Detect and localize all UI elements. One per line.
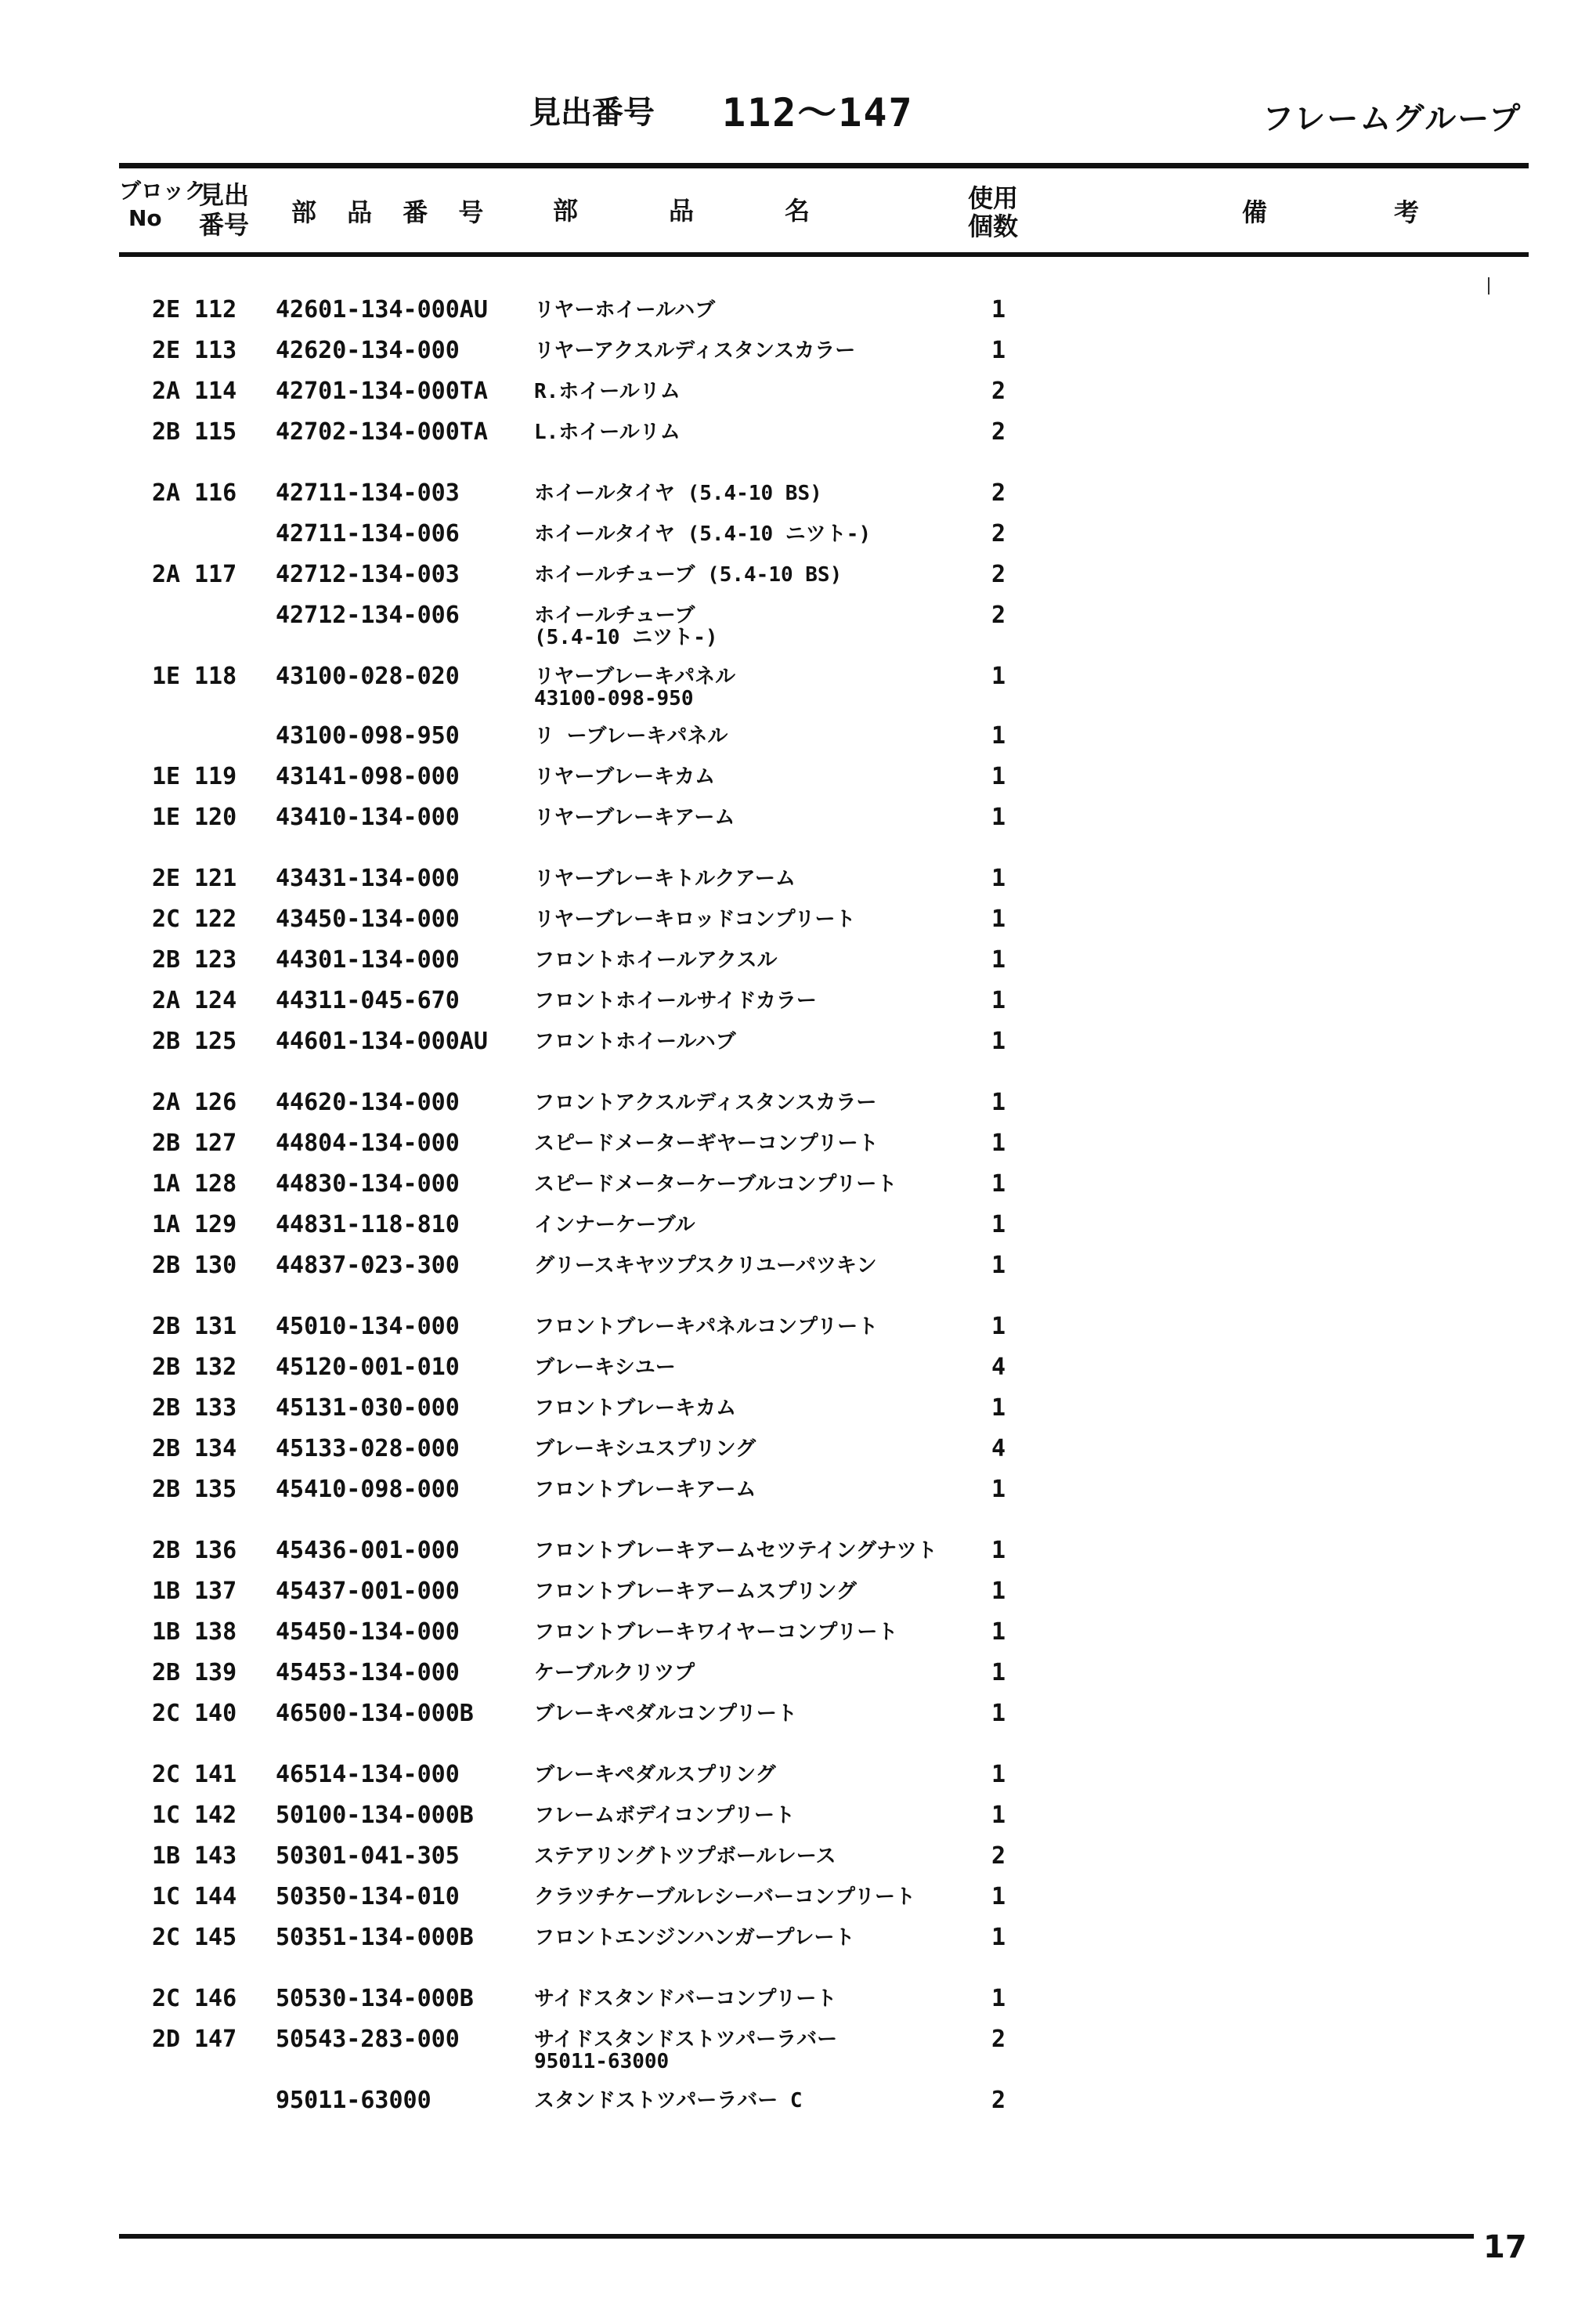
row-block: 2B [152, 946, 181, 974]
row-block: 2B [152, 1659, 181, 1686]
row-part-name: フロントブレーキアームセツテイングナツト [534, 1539, 937, 1563]
row-block: 2E [152, 865, 181, 892]
row-index-number: 112 [194, 296, 237, 323]
row-part-name: リヤーブレーキカム [534, 765, 716, 789]
row-block: 1A [152, 1211, 181, 1238]
row-quantity: 1 [991, 865, 1006, 892]
row-part-name: L.ホイールリム [534, 421, 681, 444]
table-row [0, 378, 1596, 417]
row-part-name: フロントホイールアクスル [534, 949, 778, 972]
table-row [0, 946, 1596, 985]
row-quantity: 2 [991, 561, 1006, 588]
row-index-number: 118 [194, 663, 237, 690]
row-quantity: 2 [991, 378, 1006, 405]
row-block: 1E [152, 804, 181, 831]
row-block: 2B [152, 1394, 181, 1422]
row-block: 1B [152, 1842, 181, 1870]
row-part-name: ブレーキシユー [534, 1356, 676, 1379]
row-index-number: 122 [194, 905, 237, 933]
table-row [0, 1578, 1596, 1617]
row-part-number: 50301-041-305 [276, 1842, 460, 1870]
row-part-number: 95011-63000 [276, 2087, 431, 2114]
row-part-number: 44301-134-000 [276, 946, 460, 974]
row-quantity: 1 [991, 905, 1006, 933]
row-block: 2D [152, 2026, 181, 2053]
table-row [0, 602, 1596, 649]
row-index-number: 115 [194, 418, 237, 446]
row-part-name: フロントホイールハブ [534, 1030, 736, 1054]
row-quantity: 1 [991, 1394, 1006, 1422]
table-row [0, 1618, 1596, 1657]
row-quantity: 1 [991, 946, 1006, 974]
row-quantity: 4 [991, 1435, 1006, 1462]
table-row [0, 296, 1596, 335]
row-quantity: 1 [991, 804, 1006, 831]
row-block: 1A [152, 1170, 181, 1198]
row-part-number: 45133-028-000 [276, 1435, 460, 1462]
table-row [0, 763, 1596, 802]
row-index-number: 145 [194, 1924, 237, 1951]
row-index-number: 135 [194, 1476, 237, 1503]
row-part-number: 50100-134-000B [276, 1802, 474, 1829]
row-part-number: 45010-134-000 [276, 1313, 460, 1340]
row-block: 1B [152, 1578, 181, 1605]
row-part-name: インナーケーブル [534, 1213, 695, 1237]
row-part-number: 50543-283-000 [276, 2026, 460, 2053]
row-index-number: 127 [194, 1130, 237, 1157]
row-part-name: スタンドストツパーラバー C [534, 2089, 803, 2113]
row-index-number: 113 [194, 337, 237, 364]
table-row [0, 1170, 1596, 1209]
bottom-rule [119, 2234, 1474, 2239]
row-part-name: ブレーキペダルコンプリート [534, 1702, 797, 1726]
row-quantity: 1 [991, 1761, 1006, 1788]
row-part-name: リヤーホイールハブ [534, 298, 716, 322]
table-row [0, 1130, 1596, 1169]
row-index-number: 128 [194, 1170, 237, 1198]
row-part-number: 43410-134-000 [276, 804, 460, 831]
row-block: 2B [152, 1028, 181, 1055]
row-quantity: 1 [991, 337, 1006, 364]
row-index-number: 124 [194, 987, 237, 1014]
row-part-number: 50530-134-000B [276, 1985, 474, 2012]
row-index-number: 116 [194, 479, 237, 507]
table-row [0, 865, 1596, 904]
table-row [0, 337, 1596, 376]
row-part-number: 44830-134-000 [276, 1170, 460, 1198]
table-row [0, 1476, 1596, 1515]
row-part-number: 46514-134-000 [276, 1761, 460, 1788]
row-quantity: 1 [991, 1618, 1006, 1646]
row-part-name: グリースキヤツプスクリユーパツキン [534, 1254, 877, 1278]
col-block: ブロック [119, 178, 207, 204]
row-part-number: 45437-001-000 [276, 1578, 460, 1605]
row-block: 1C [152, 1802, 181, 1829]
table-row [0, 1211, 1596, 1250]
col-qty-2: 個数 [968, 211, 1019, 241]
row-block: 2C [152, 1700, 181, 1727]
row-part-number: 44620-134-000 [276, 1089, 460, 1116]
row-part-number: 43100-028-020 [276, 663, 460, 690]
row-quantity: 1 [991, 1313, 1006, 1340]
row-index-number: 126 [194, 1089, 237, 1116]
top-rule [119, 163, 1529, 168]
row-quantity: 1 [991, 987, 1006, 1014]
row-quantity: 1 [991, 663, 1006, 690]
row-part-name-note: 95011-63000 [534, 2050, 670, 2073]
row-index-number: 142 [194, 1802, 237, 1829]
table-row [0, 1924, 1596, 1963]
table-row [0, 1537, 1596, 1576]
row-part-number: 42701-134-000TA [276, 378, 488, 405]
row-index-number: 114 [194, 378, 237, 405]
row-part-name: ホイールタイヤ (5.4-10 BS) [534, 482, 822, 505]
row-index-number: 139 [194, 1659, 237, 1686]
row-block: 1C [152, 1883, 181, 1910]
row-index-number: 120 [194, 804, 237, 831]
col-remarks-1: 備 [1242, 197, 1268, 227]
row-block: 2B [152, 1537, 181, 1564]
margin-mark [1488, 277, 1489, 295]
row-index-number: 130 [194, 1252, 237, 1279]
table-row [0, 905, 1596, 945]
col-index-2: 番号 [199, 210, 250, 240]
row-index-number: 146 [194, 1985, 237, 2012]
header-range: 112〜147 [722, 90, 914, 136]
row-index-number: 129 [194, 1211, 237, 1238]
col-name-1: 部 [553, 196, 579, 226]
row-index-number: 117 [194, 561, 237, 588]
row-block: 2C [152, 1924, 181, 1951]
col-index-1: 見出 [199, 180, 250, 210]
row-part-number: 44804-134-000 [276, 1130, 460, 1157]
row-block: 2C [152, 1761, 181, 1788]
table-row [0, 1028, 1596, 1067]
row-quantity: 1 [991, 1211, 1006, 1238]
row-block: 2B [152, 1435, 181, 1462]
col-name-2: 品 [669, 196, 695, 226]
row-quantity: 1 [991, 722, 1006, 750]
col-name-3: 名 [785, 196, 811, 226]
row-index-number: 119 [194, 763, 237, 790]
row-block: 2B [152, 1252, 181, 1279]
row-block: 2A [152, 378, 181, 405]
row-quantity: 2 [991, 520, 1006, 548]
row-part-name: リ ーブレーキパネル [534, 725, 728, 748]
row-quantity: 1 [991, 1476, 1006, 1503]
row-part-name: R.ホイールリム [534, 380, 681, 403]
row-block: 2E [152, 296, 181, 323]
row-part-name: リヤーブレーキパネル [534, 665, 736, 689]
row-quantity: 2 [991, 418, 1006, 446]
table-row [0, 1659, 1596, 1698]
row-part-name: クラツチケーブルレシーバーコンプリート [534, 1885, 915, 1909]
row-quantity: 1 [991, 1028, 1006, 1055]
row-block: 2B [152, 1313, 181, 1340]
row-block: 2B [152, 1476, 181, 1503]
table-row [0, 1761, 1596, 1800]
row-index-number: 134 [194, 1435, 237, 1462]
row-block: 1B [152, 1618, 181, 1646]
table-row [0, 1354, 1596, 1393]
row-quantity: 1 [991, 296, 1006, 323]
row-index-number: 125 [194, 1028, 237, 1055]
row-part-name: フロントアクスルディスタンスカラー [534, 1091, 877, 1115]
row-part-number: 50350-134-010 [276, 1883, 460, 1910]
row-quantity: 2 [991, 479, 1006, 507]
row-part-number: 45410-098-000 [276, 1476, 460, 1503]
col-qty-1: 使用 [968, 183, 1019, 213]
row-part-number: 43100-098-950 [276, 722, 460, 750]
row-quantity: 1 [991, 1802, 1006, 1829]
table-row [0, 987, 1596, 1026]
row-part-name-note: 43100-098-950 [534, 687, 694, 710]
row-block: 2E [152, 337, 181, 364]
row-quantity: 2 [991, 2087, 1006, 2114]
row-part-name: ケーブルクリツプ [534, 1661, 695, 1685]
table-row [0, 520, 1596, 559]
row-quantity: 1 [991, 1170, 1006, 1198]
row-part-name: リヤーアクスルディスタンスカラー [534, 339, 856, 363]
row-quantity: 1 [991, 1252, 1006, 1279]
table-row [0, 1985, 1596, 2024]
row-part-number: 50351-134-000B [276, 1924, 474, 1951]
row-block: 2B [152, 1130, 181, 1157]
row-part-number: 42712-134-006 [276, 602, 460, 629]
row-quantity: 1 [991, 1537, 1006, 1564]
row-part-number: 45450-134-000 [276, 1618, 460, 1646]
row-part-name: フレームボデイコンプリート [534, 1804, 796, 1827]
row-part-name: サイドスタンドストツパーラバー [534, 2028, 838, 2051]
col-block-no: No [128, 205, 162, 231]
row-part-name: ステアリングトツプボールレース [534, 1845, 836, 1868]
row-index-number: 136 [194, 1537, 237, 1564]
row-block: 1E [152, 663, 181, 690]
row-block: 2A [152, 987, 181, 1014]
row-part-name: フロントブレーキアームスプリング [534, 1580, 857, 1603]
table-row [0, 2026, 1596, 2073]
row-part-name: ホイールチューブ [534, 604, 695, 627]
row-part-number: 42712-134-003 [276, 561, 460, 588]
row-part-number: 45120-001-010 [276, 1354, 460, 1381]
row-block: 2A [152, 1089, 181, 1116]
row-index-number: 147 [194, 2026, 237, 2053]
row-part-number: 45453-134-000 [276, 1659, 460, 1686]
row-index-number: 131 [194, 1313, 237, 1340]
row-quantity: 1 [991, 1130, 1006, 1157]
row-index-number: 121 [194, 865, 237, 892]
row-index-number: 132 [194, 1354, 237, 1381]
row-quantity: 1 [991, 1659, 1006, 1686]
row-part-name: フロントブレーキパネルコンプリート [534, 1315, 879, 1339]
row-part-number: 43450-134-000 [276, 905, 460, 933]
row-block: 2C [152, 1985, 181, 2012]
row-quantity: 1 [991, 1089, 1006, 1116]
row-quantity: 2 [991, 602, 1006, 629]
row-block: 2C [152, 905, 181, 933]
table-row [0, 418, 1596, 457]
row-index-number: 141 [194, 1761, 237, 1788]
row-part-number: 42702-134-000TA [276, 418, 488, 446]
table-row [0, 663, 1596, 710]
table-row [0, 1089, 1596, 1128]
row-part-name: フロントホイールサイドカラー [534, 989, 817, 1013]
row-part-name: フロントブレーキワイヤーコンプリート [534, 1621, 898, 1644]
table-row [0, 722, 1596, 761]
row-part-name: リヤーブレーキアーム [534, 806, 735, 830]
row-part-name: スピードメーターギヤーコンプリート [534, 1132, 879, 1155]
row-part-name: スピードメーターケーブルコンプリート [534, 1173, 897, 1196]
row-index-number: 138 [194, 1618, 237, 1646]
row-part-number: 45436-001-000 [276, 1537, 460, 1564]
row-part-name: リヤーブレーキトルクアーム [534, 867, 796, 891]
row-part-number: 44601-134-000AU [276, 1028, 488, 1055]
col-remarks-2: 考 [1394, 197, 1420, 227]
header-group-title: フレームグループ [1262, 101, 1522, 137]
col-part-number: 部 品 番 号 [291, 197, 495, 227]
row-part-name: ホイールチューブ (5.4-10 BS) [534, 563, 843, 587]
row-index-number: 137 [194, 1578, 237, 1605]
row-part-number: 46500-134-000B [276, 1700, 474, 1727]
row-part-name: ホイールタイヤ (5.4-10 ニツト-) [534, 522, 872, 546]
row-part-number: 42711-134-003 [276, 479, 460, 507]
row-block: 2A [152, 479, 181, 507]
row-block: 1E [152, 763, 181, 790]
row-part-number: 44831-118-810 [276, 1211, 460, 1238]
row-index-number: 143 [194, 1842, 237, 1870]
row-part-name: ブレーキシユスプリング [534, 1437, 756, 1461]
row-part-number: 42620-134-000 [276, 337, 460, 364]
table-row [0, 1394, 1596, 1433]
table-row [0, 804, 1596, 843]
row-quantity: 1 [991, 1924, 1006, 1951]
row-part-number: 43431-134-000 [276, 865, 460, 892]
row-part-name: リヤーブレーキロッドコンプリート [534, 908, 856, 931]
table-row [0, 1842, 1596, 1881]
row-part-name: フロントエンジンハンガープレート [534, 1926, 855, 1950]
table-row [0, 1313, 1596, 1352]
row-part-name: ブレーキペダルスプリング [534, 1763, 776, 1787]
row-quantity: 1 [991, 1883, 1006, 1910]
row-block: 2A [152, 561, 181, 588]
table-row [0, 479, 1596, 519]
row-part-number: 43141-098-000 [276, 763, 460, 790]
table-row [0, 2087, 1596, 2126]
row-quantity: 1 [991, 1578, 1006, 1605]
header-index-label: 見出番号 [529, 95, 655, 131]
row-part-name: フロントブレーキカム [534, 1397, 737, 1420]
row-part-number: 42711-134-006 [276, 520, 460, 548]
row-part-number: 42601-134-000AU [276, 296, 488, 323]
row-quantity: 2 [991, 2026, 1006, 2053]
row-quantity: 1 [991, 1700, 1006, 1727]
table-row [0, 1252, 1596, 1291]
row-index-number: 140 [194, 1700, 237, 1727]
row-part-name: フロントブレーキアーム [534, 1478, 756, 1502]
row-index-number: 144 [194, 1883, 237, 1910]
row-quantity: 1 [991, 763, 1006, 790]
row-part-name-note: (5.4-10 ニツト-) [534, 626, 718, 649]
row-part-name: サイドスタンドバーコンプリート [534, 1987, 837, 2011]
page-number: 17 [1483, 2229, 1527, 2265]
row-part-number: 44837-023-300 [276, 1252, 460, 1279]
table-row [0, 1883, 1596, 1922]
table-row [0, 1435, 1596, 1474]
row-part-number: 45131-030-000 [276, 1394, 460, 1422]
row-quantity: 1 [991, 1985, 1006, 2012]
table-row [0, 1802, 1596, 1841]
header-rule [119, 252, 1529, 257]
table-row [0, 561, 1596, 600]
table-row [0, 1700, 1596, 1739]
row-block: 2B [152, 418, 181, 446]
row-index-number: 123 [194, 946, 237, 974]
row-index-number: 133 [194, 1394, 237, 1422]
row-quantity: 2 [991, 1842, 1006, 1870]
row-part-number: 44311-045-670 [276, 987, 460, 1014]
row-quantity: 4 [991, 1354, 1006, 1381]
row-block: 2B [152, 1354, 181, 1381]
